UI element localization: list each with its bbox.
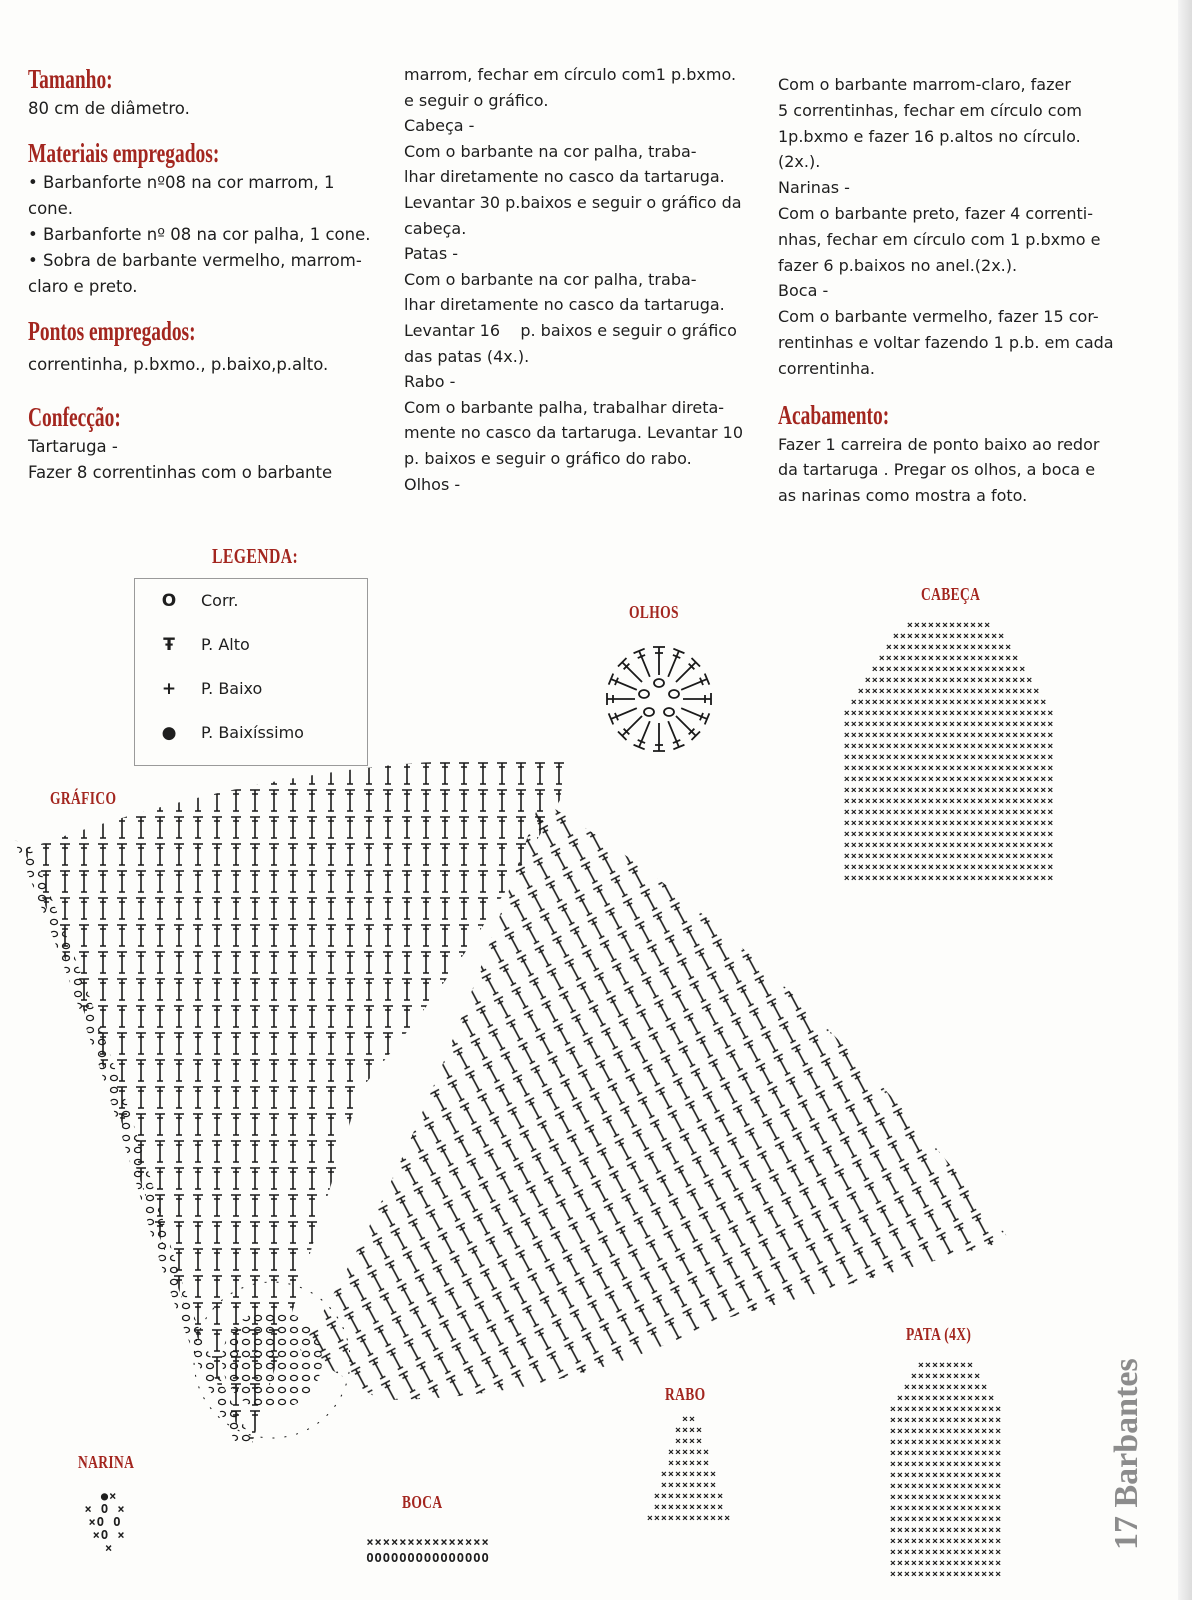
heading-acabamento: Acabamento: bbox=[778, 399, 890, 430]
col2-line: e seguir o gráfico. bbox=[404, 90, 549, 110]
col3-line: Com o barbante marrom-claro, fazer bbox=[778, 75, 1071, 94]
col3-line: 5 correntinhas, fechar em círculo com bbox=[778, 100, 1082, 120]
material-1b: cone. bbox=[28, 199, 74, 218]
material-3: • Sobra de barbante vermelho, marrom- bbox=[28, 251, 362, 270]
column-3 bbox=[778, 72, 1138, 509]
confeccao-line-1: Tartaruga - bbox=[28, 437, 118, 456]
pata-chart: ×××××××× ×××××××××× ×××××××××××× ×××××××××××××× ×××××××××××××××× ×××××××××××××××× ×××××××××××××××× ×××××××××××××××× ×××××××××××××××× ×××××××××××××××× ×××××××××××××××× ×××××××××××××××× ×××××××××××××××× ×××××××××××××××× ×××××××××××××××× ×××××××××××××××× ×××××××××××××××× ×××××××××××××××× ×××××××××××××××× ×××××××××××××××× bbox=[889, 1360, 1003, 1580]
legend-label: P. Baixíssimo bbox=[201, 723, 304, 742]
legend-label: Corr. bbox=[201, 591, 239, 610]
col2-line: Levantar 30 p.baixos e seguir o gráfico da bbox=[404, 192, 742, 212]
col2-line: Rabo - bbox=[404, 372, 456, 392]
column-1 bbox=[28, 62, 378, 486]
cabeca-chart: ×××××××××××× ×××××××××××××××× ×××××××××××××××××× ×××××××××××××××××××× ×××××××××××××××××××××× ×××××××××××××××××××××××× ×××××××××××××××××××××××××× ×××××××××××××××××××××××××××× ×××××××××××××××××××××××××××××× ×××××××××××××××××××××××××××××× ×××××××××××××××××××××××××××××× ×××××××××××××××××××××××××××××× ×××××××××××××××××××××××××××××× ×××××××××××××××××××××××××××××× ×××××××××××××××××××××××××××××× ×××××××××××××××××××××××××××××× ×××××××××××××××××××××××××××××× ×××××××××××××××××××××××××××××× ×××××××××××××××××××××××××××××× ×××××××××××××××××××××××××××××× ×××××××××××××××××××××××××××××× ×××××××××××××××××××××××××××××× ×××××××××××××××××××××××××××××× ×××××××××××××××××××××××××××××× bbox=[843, 620, 1055, 884]
col3-line: da tartaruga . Pregar os olhos, a boca e bbox=[778, 460, 1096, 480]
label-pata: PATA (4X) bbox=[906, 1324, 972, 1344]
legend-title: LEGENDA: bbox=[212, 544, 299, 568]
col2-line: Cabeça - bbox=[404, 116, 475, 136]
col3-line: as narinas como mostra a foto. bbox=[778, 486, 1028, 506]
material-1: • Barbanforte nº08 na cor marrom, 1 bbox=[28, 173, 335, 192]
double-crochet-icon: Ŧ bbox=[163, 635, 175, 655]
label-grafico: GRÁFICO bbox=[50, 788, 117, 808]
confeccao-line-2: Fazer 8 correntinhas com o barbante bbox=[28, 463, 333, 482]
heading-materiais: Materiais empregados: bbox=[28, 138, 220, 168]
col2-line: lhar diretamente no casco da tartaruga. bbox=[404, 295, 725, 315]
col2-line: Com o barbante na cor palha, traba- bbox=[404, 269, 697, 289]
legend-label: P. Baixo bbox=[201, 679, 263, 698]
col3-line: Com o barbante preto, fazer 4 correnti- bbox=[778, 203, 1094, 223]
col3-line: Fazer 1 carreira de ponto baixo ao redor bbox=[778, 434, 1100, 454]
slip-stitch-icon: ● bbox=[161, 723, 177, 743]
heading-confeccao: Confecção: bbox=[28, 402, 121, 432]
tamanho-value: 80 cm de diâmetro. bbox=[28, 99, 190, 118]
col3-line: correntinha. bbox=[778, 358, 875, 378]
col3-line: Com o barbante vermelho, fazer 15 cor- bbox=[778, 307, 1099, 327]
col2-line: marrom, fechar em círculo com1 p.bxmo. bbox=[404, 65, 737, 84]
col3-line: fazer 6 p.baixos no anel.(2x.). bbox=[778, 255, 1018, 275]
col2-line: Patas - bbox=[404, 244, 459, 264]
material-3b: claro e preto. bbox=[28, 277, 138, 296]
heading-pontos: Pontos empregados: bbox=[28, 316, 196, 346]
page-edge bbox=[1178, 0, 1192, 1600]
narina-chart: ●× × O × ×O O ×O × × bbox=[84, 1489, 126, 1555]
chain-stitch-icon: O bbox=[161, 591, 177, 611]
legend-label: P. Alto bbox=[201, 635, 250, 654]
col3-line: Boca - bbox=[778, 281, 829, 301]
col3-line: (2x.). bbox=[778, 152, 821, 172]
col2-line: Olhos - bbox=[404, 474, 461, 494]
olhos-chart bbox=[596, 636, 722, 762]
col2-line: lhar diretamente no casco da tartaruga. bbox=[404, 167, 725, 187]
pontos-value: correntinha, p.bxmo., p.baixo,p.alto. bbox=[28, 355, 329, 374]
col3-line: nhas, fechar em círculo com 1 p.bxmo e bbox=[778, 229, 1101, 249]
col2-line: Com o barbante na cor palha, traba- bbox=[404, 141, 697, 161]
page-folio: 17 Barbantes bbox=[1108, 1358, 1145, 1550]
material-2: • Barbanforte nº 08 na cor palha, 1 cone. bbox=[28, 225, 371, 244]
single-crochet-icon: + bbox=[161, 679, 177, 699]
label-narina: NARINA bbox=[78, 1452, 135, 1472]
label-cabeca: CABEÇA bbox=[921, 584, 981, 604]
col2-line: Com o barbante palha, trabalhar direta- bbox=[404, 397, 725, 417]
col2-line: das patas (4x.). bbox=[404, 346, 530, 366]
col3-line: rentinhas e voltar fazendo 1 p.b. em cada bbox=[778, 332, 1114, 352]
label-rabo: RABO bbox=[665, 1384, 706, 1404]
col3-line: Narinas - bbox=[778, 178, 850, 198]
chart-center-chains bbox=[222, 1310, 322, 1410]
col2-line: cabeça. bbox=[404, 218, 467, 238]
column-2 bbox=[404, 62, 764, 497]
label-boca: BOCA bbox=[402, 1492, 443, 1512]
rabo-chart: ×× ×××× ×××× ×××××× ×××××× ×××××××× ×××××××× ×××××××××× ×××××××××× ×××××××××××× bbox=[646, 1414, 732, 1524]
col2-line: mente no casco da tartaruga. Levantar 10 bbox=[404, 423, 744, 443]
boca-chart: ××××××××××××××× OOOOOOOOOOOOOOO bbox=[366, 1535, 490, 1565]
col2-line: p. baixos e seguir o gráfico do rabo. bbox=[404, 448, 692, 468]
col2-line: Levantar 16 p. baixos e seguir o gráfico bbox=[404, 320, 737, 340]
legend-box bbox=[134, 578, 368, 766]
heading-tamanho: Tamanho: bbox=[28, 64, 113, 94]
col3-line: 1p.bxmo e fazer 16 p.altos no círculo. bbox=[778, 126, 1081, 146]
label-olhos: OLHOS bbox=[629, 602, 679, 622]
